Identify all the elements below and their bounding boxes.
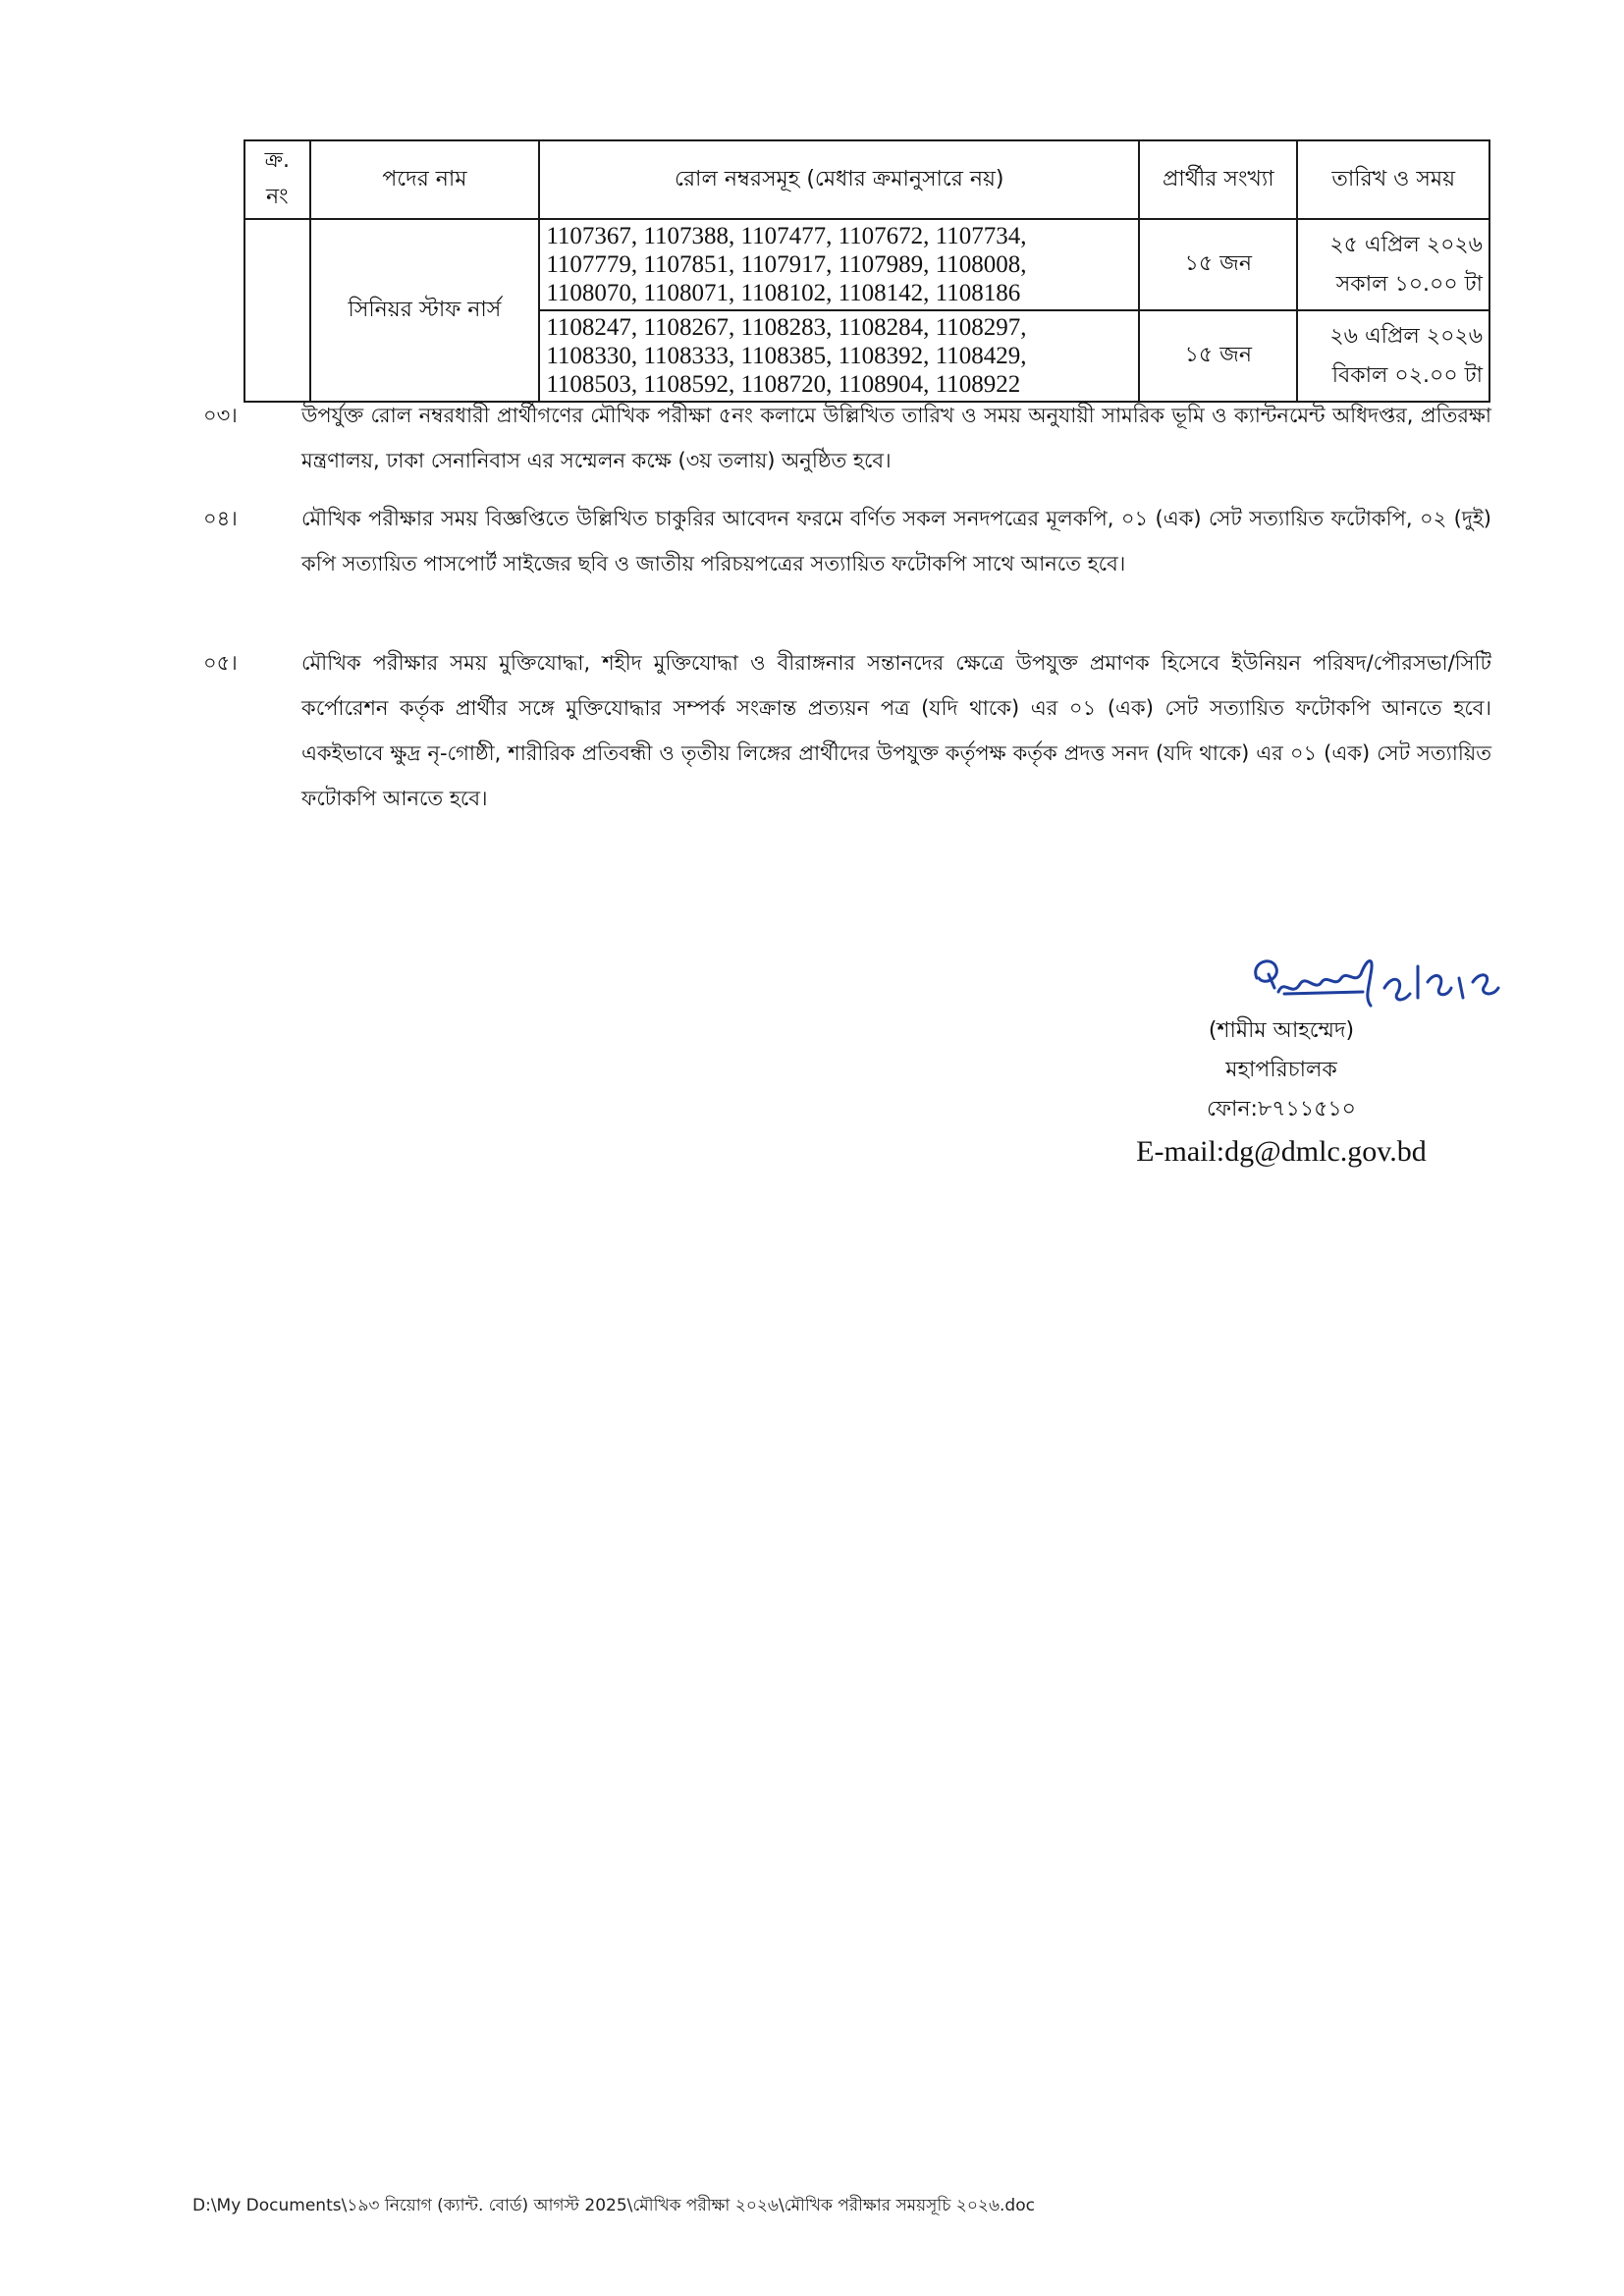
roll-line: 1108070, 1108071, 1108102, 1108142, 1108186 (546, 280, 1021, 306)
post-name-cell: সিনিয়র স্টাফ নার্স (310, 219, 540, 402)
candidate-count-cell: ১৫ জন (1139, 310, 1297, 402)
table-header-row (244, 140, 1489, 219)
header-serial: ক্র. নং (244, 140, 310, 219)
interview-schedule-table (244, 139, 1490, 403)
signatory-phone: ফোন:৮৭১১৫১০ (1207, 1097, 1356, 1121)
paragraph-number: ০৫। (203, 651, 238, 675)
header-candidate-count: প্রার্থীর সংখ্যা (1139, 140, 1297, 219)
table-row (244, 219, 1489, 310)
roll-line: 1108247, 1108267, 1108283, 1108284, 1108297, (546, 314, 1027, 341)
roll-numbers-cell (539, 219, 1139, 310)
signatory-email: E-mail:dg@dmlc.gov.bd (1136, 1135, 1427, 1168)
date-time-cell (1297, 310, 1489, 402)
interview-date: ২৫ এপ্রিল ২০২৬ (1329, 232, 1483, 257)
roll-line: 1107779, 1107851, 1107917, 1107989, 1108008, (546, 251, 1027, 278)
serial-cell (244, 219, 310, 402)
roll-line: 1107367, 1107388, 1107477, 1107672, 1107734, (546, 223, 1027, 249)
paragraph-text: মৌখিক পরীক্ষার সময় মুক্তিযোদ্ধা, শহীদ মুক্তিযোদ্ধা ও বীরাঙ্গনার সন্তানদের ক্ষেত্রে উপযুক্ত প্রমাণক হিসেবে ইউনিয়ন পরিষদ/পৌরসভা/সিটি কর্পোরেশন কর্তৃক প্রার্থীর সঙ্গে মুক্তিযোদ্ধার সম্পর্ক সংক্রান্ত প্রত্যয়ন পত্র (যদি থাকে) এর ০১ (এক) সেট সত্যায়িত ফটোকপি আনতে হবে। একইভাবে ক্ষুদ্র নৃ-গোষ্ঠী, শারীরিক প্রতিবন্ধী ও তৃতীয় লিঙ্গের প্রার্থীদের উপযুক্ত কর্তৃপক্ষ কর্তৃক প্রদত্ত সনদ (যদি থাকে) এর ০১ (এক) সেট সত্যায়িত ফটোকপি আনতে হবে। (301, 651, 1491, 810)
paragraph-number: ০৪। (203, 507, 238, 530)
paragraph-number: ০৩। (203, 404, 238, 427)
interview-time: বিকাল ০২.০০ টা (1331, 362, 1483, 388)
signatory-designation: মহাপরিচালক (1225, 1058, 1337, 1082)
paragraph-text: মৌখিক পরীক্ষার সময় বিজ্ঞপ্তিতে উল্লিখিত চাকুরির আবেদন ফরমে বর্ণিত সকল সনদপত্রের মূলকপি, ০১ (এক) সেট সত্যায়িত ফটোকপি, ০২ (দুই) কপি সত্যায়িত পাসপোর্ট সাইজের ছবি ও জাতীয় পরিচয়পত্রের সত্যায়িত ফটোকপি সাথে আনতে হবে। (301, 507, 1491, 575)
footer-file-path: D:\My Documents\১৯৩ নিয়োগ (ক্যান্ট. বোর্ড) আগস্ট 2025\মৌখিক পরীক্ষা ২০২৬\মৌখিক পরীক্ষার সময়সূচি ২০২৬.doc (192, 2196, 1035, 2215)
signature-block (1100, 1011, 1463, 1175)
date-time-cell (1297, 219, 1489, 310)
paragraph-05 (203, 640, 1491, 821)
roll-numbers-cell (539, 310, 1139, 402)
roll-line: 1108330, 1108333, 1108385, 1108392, 1108429, (546, 343, 1027, 369)
header-post-name: পদের নাম (310, 140, 540, 219)
signatory-name: (শামীম আহম্মেদ) (1208, 1018, 1355, 1043)
paragraph-03 (203, 393, 1491, 483)
paragraph-04 (203, 496, 1491, 586)
header-date-time: তারিখ ও সময় (1297, 140, 1489, 219)
header-roll-numbers: রোল নম্বরসমূহ (মেধার ক্রমানুসারে নয়) (539, 140, 1139, 219)
interview-date: ২৬ এপ্রিল ২০২৬ (1329, 323, 1483, 349)
interview-time: সকাল ১০.০০ টা (1335, 271, 1483, 297)
candidate-count-cell: ১৫ জন (1139, 219, 1297, 310)
roll-line: 1108503, 1108592, 1108720, 1108904, 1108922 (546, 371, 1021, 398)
paragraph-text: উপর্যুক্ত রোল নম্বরধারী প্রার্থীগণের মৌখিক পরীক্ষা ৫নং কলামে উল্লিখিত তারিখ ও সময় অনুযায়ী সামরিক ভূমি ও ক্যান্টনমেন্ট অধিদপ্তর, প্রতিরক্ষা মন্ত্রণালয়, ঢাকা সেনানিবাস এর সম্মেলন কক্ষে (৩য় তলায়) অনুষ্ঠিত হবে। (301, 404, 1491, 472)
